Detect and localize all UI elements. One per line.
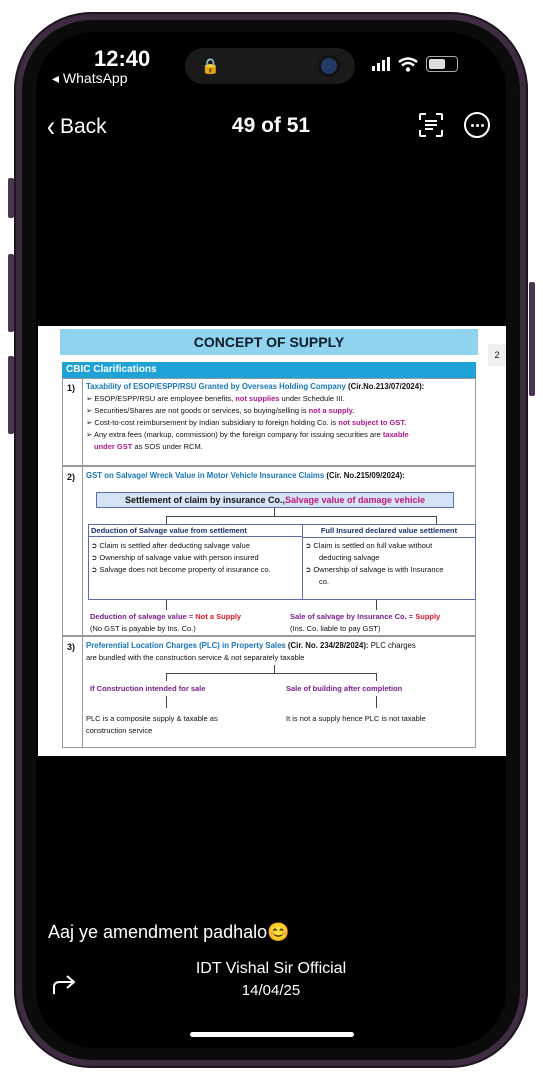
item-1-bullet-4-tail: as SOS under RCM. bbox=[132, 442, 203, 451]
left-row-3: ➲ Salvage does not become property of insurance co. bbox=[91, 565, 271, 574]
connector bbox=[166, 516, 167, 524]
item-3-right-text: It is not a supply hence PLC is not taxable bbox=[286, 714, 426, 723]
connector bbox=[274, 665, 275, 673]
dynamic-island bbox=[185, 48, 355, 84]
item-1-bullet-2-highlight: not a supply. bbox=[308, 406, 355, 415]
connector bbox=[166, 600, 167, 610]
settlement-comparison-table bbox=[88, 524, 476, 600]
item-3-left-text-2: construction service bbox=[86, 726, 153, 735]
image-counter: 49 of 51 bbox=[231, 114, 311, 137]
settlement-text: Settlement of claim by insurance Co., bbox=[124, 495, 285, 505]
item-1-bullet-4-highlight: taxable bbox=[382, 430, 409, 439]
left-row-2: ➲ Ownership of salvage value with person insured bbox=[91, 553, 259, 562]
item-3-left-text-1: PLC is a composite supply & taxable as bbox=[86, 714, 218, 723]
item-3-circular: (Cir. No. 234/28/2024): bbox=[287, 641, 369, 650]
item-3-right-label: Sale of building after completion bbox=[286, 684, 403, 693]
item-1-bullet-4-highlight-2: under GST bbox=[94, 442, 133, 451]
item-1-bullet-2 bbox=[86, 406, 354, 416]
connector bbox=[166, 696, 167, 708]
item-1-bullet-1-text: ➢ ESOP/ESPP/RSU are employee benefits, bbox=[86, 394, 236, 403]
back-label: Back bbox=[60, 115, 107, 138]
right-result bbox=[290, 612, 440, 622]
item-1-bullet-1-highlight: not supplies bbox=[235, 394, 280, 403]
volume-down-button bbox=[8, 356, 14, 434]
right-row-1: ➲ Claim is settled on full value without bbox=[305, 541, 433, 550]
message-caption: Aaj ye amendment padhalo😊 bbox=[48, 922, 290, 942]
number-column-divider bbox=[82, 378, 83, 748]
shared-image-document[interactable] bbox=[38, 326, 506, 756]
home-indicator[interactable] bbox=[190, 1032, 354, 1037]
connector bbox=[166, 516, 436, 517]
item-1-heading-line bbox=[86, 382, 424, 392]
item-2-heading-line bbox=[86, 471, 405, 481]
status-icons bbox=[372, 56, 458, 72]
connector bbox=[166, 673, 167, 681]
item-3-heading: Preferential Location Charges (PLC) in Property Sales bbox=[86, 641, 286, 650]
chevron-left-icon: ‹ bbox=[47, 110, 55, 143]
right-column-header: Full Insured declared value settlement bbox=[303, 525, 475, 538]
item-1-bullet-4 bbox=[86, 430, 409, 440]
item-1-number: 1) bbox=[67, 383, 76, 393]
item-3-number: 3) bbox=[67, 642, 76, 652]
item-1-bullet-4-cont bbox=[94, 442, 203, 452]
scan-text-icon[interactable] bbox=[418, 112, 444, 138]
wifi-icon bbox=[398, 57, 418, 72]
action-button bbox=[8, 178, 14, 218]
left-result-value: Not a Supply bbox=[195, 612, 242, 621]
screen bbox=[36, 32, 506, 1048]
right-row-2: ➲ Ownership of salvage is with Insurance bbox=[305, 565, 444, 574]
item-1-heading: Taxability of ESOP/ESPP/RSU Granted by Overseas Holding Company bbox=[86, 382, 346, 391]
item-1-bullet-4-text: ➢ Any extra fees (markup, commission) by the foreign company for issuing securities are bbox=[86, 430, 383, 439]
right-result-label: Sale of salvage by Insurance Co. = bbox=[290, 612, 416, 621]
connector bbox=[436, 516, 437, 524]
item-1-circular: (Cir.No.213/07/2024): bbox=[348, 382, 425, 391]
connector bbox=[274, 508, 275, 516]
viewer-nav-bar bbox=[36, 112, 506, 156]
connector bbox=[376, 673, 377, 681]
item-1-bullet-3-highlight: not subject to GST. bbox=[338, 418, 407, 427]
item-2-circular: (Cir. No.215/09/2024): bbox=[326, 471, 405, 480]
volume-up-button bbox=[8, 254, 14, 332]
item-3-heading-line bbox=[86, 641, 416, 651]
settlement-highlight: Salvage value of damage vehicle bbox=[284, 495, 426, 505]
item-2-heading: GST on Salvage/ Wreck Value in Motor Vehicle Insurance Claims bbox=[86, 471, 325, 480]
right-row-2b: co. bbox=[319, 577, 330, 586]
left-result-label: Deduction of salvage value = bbox=[90, 612, 196, 621]
left-column-header: Deduction of Salvage value from settlement bbox=[89, 525, 302, 537]
connector bbox=[376, 696, 377, 708]
more-options-icon[interactable] bbox=[464, 112, 490, 138]
left-row-1: ➲ Claim is settled after deducting salvage value bbox=[91, 541, 250, 550]
right-row-1b: deducting salvage bbox=[319, 553, 380, 562]
message-date: 14/04/25 bbox=[241, 982, 301, 999]
left-result-note: (No GST is payable by Ins. Co.) bbox=[90, 624, 196, 633]
status-time: 12:40 bbox=[94, 46, 151, 71]
item-3-line-2: are bundled with the construction service & not separately taxable bbox=[86, 653, 305, 662]
item-3-left-label: If Construction intended for sale bbox=[90, 684, 206, 693]
item-3-tail: PLC charges bbox=[368, 641, 416, 650]
item-1-bullet-2-text: ➢ Securities/Shares are not goods or services, so buying/selling is bbox=[86, 406, 309, 415]
item-1-bullet-1-tail: under Schedule III. bbox=[279, 394, 345, 403]
settlement-box bbox=[96, 492, 454, 508]
section-header: CBIC Clarifications bbox=[62, 362, 476, 378]
item-2-number: 2) bbox=[67, 472, 76, 482]
right-result-note: (Ins. Co. liable to pay GST) bbox=[290, 624, 381, 633]
item-1-bullet-3-text: ➢ Cost-to-cost reimbursement by Indian subsidiary to foreign holding Co. is bbox=[86, 418, 339, 427]
right-result-value: Supply bbox=[415, 612, 441, 621]
power-button bbox=[529, 282, 535, 396]
sender-name: IDT Vishal Sir Official bbox=[195, 960, 347, 977]
doc-page-number: 2 bbox=[488, 344, 506, 366]
camera-icon bbox=[321, 58, 337, 74]
item-1-bullet-3 bbox=[86, 418, 406, 428]
cellular-signal-icon bbox=[372, 57, 390, 71]
battery-icon bbox=[426, 56, 458, 72]
back-to-app-link[interactable]: ◂ WhatsApp bbox=[52, 70, 128, 86]
item-1-bullet-1 bbox=[86, 394, 345, 404]
lock-icon: 🔒 bbox=[201, 58, 220, 75]
doc-title: CONCEPT OF SUPPLY bbox=[60, 329, 478, 355]
connector bbox=[376, 600, 377, 610]
connector bbox=[166, 673, 376, 674]
left-result bbox=[90, 612, 241, 622]
